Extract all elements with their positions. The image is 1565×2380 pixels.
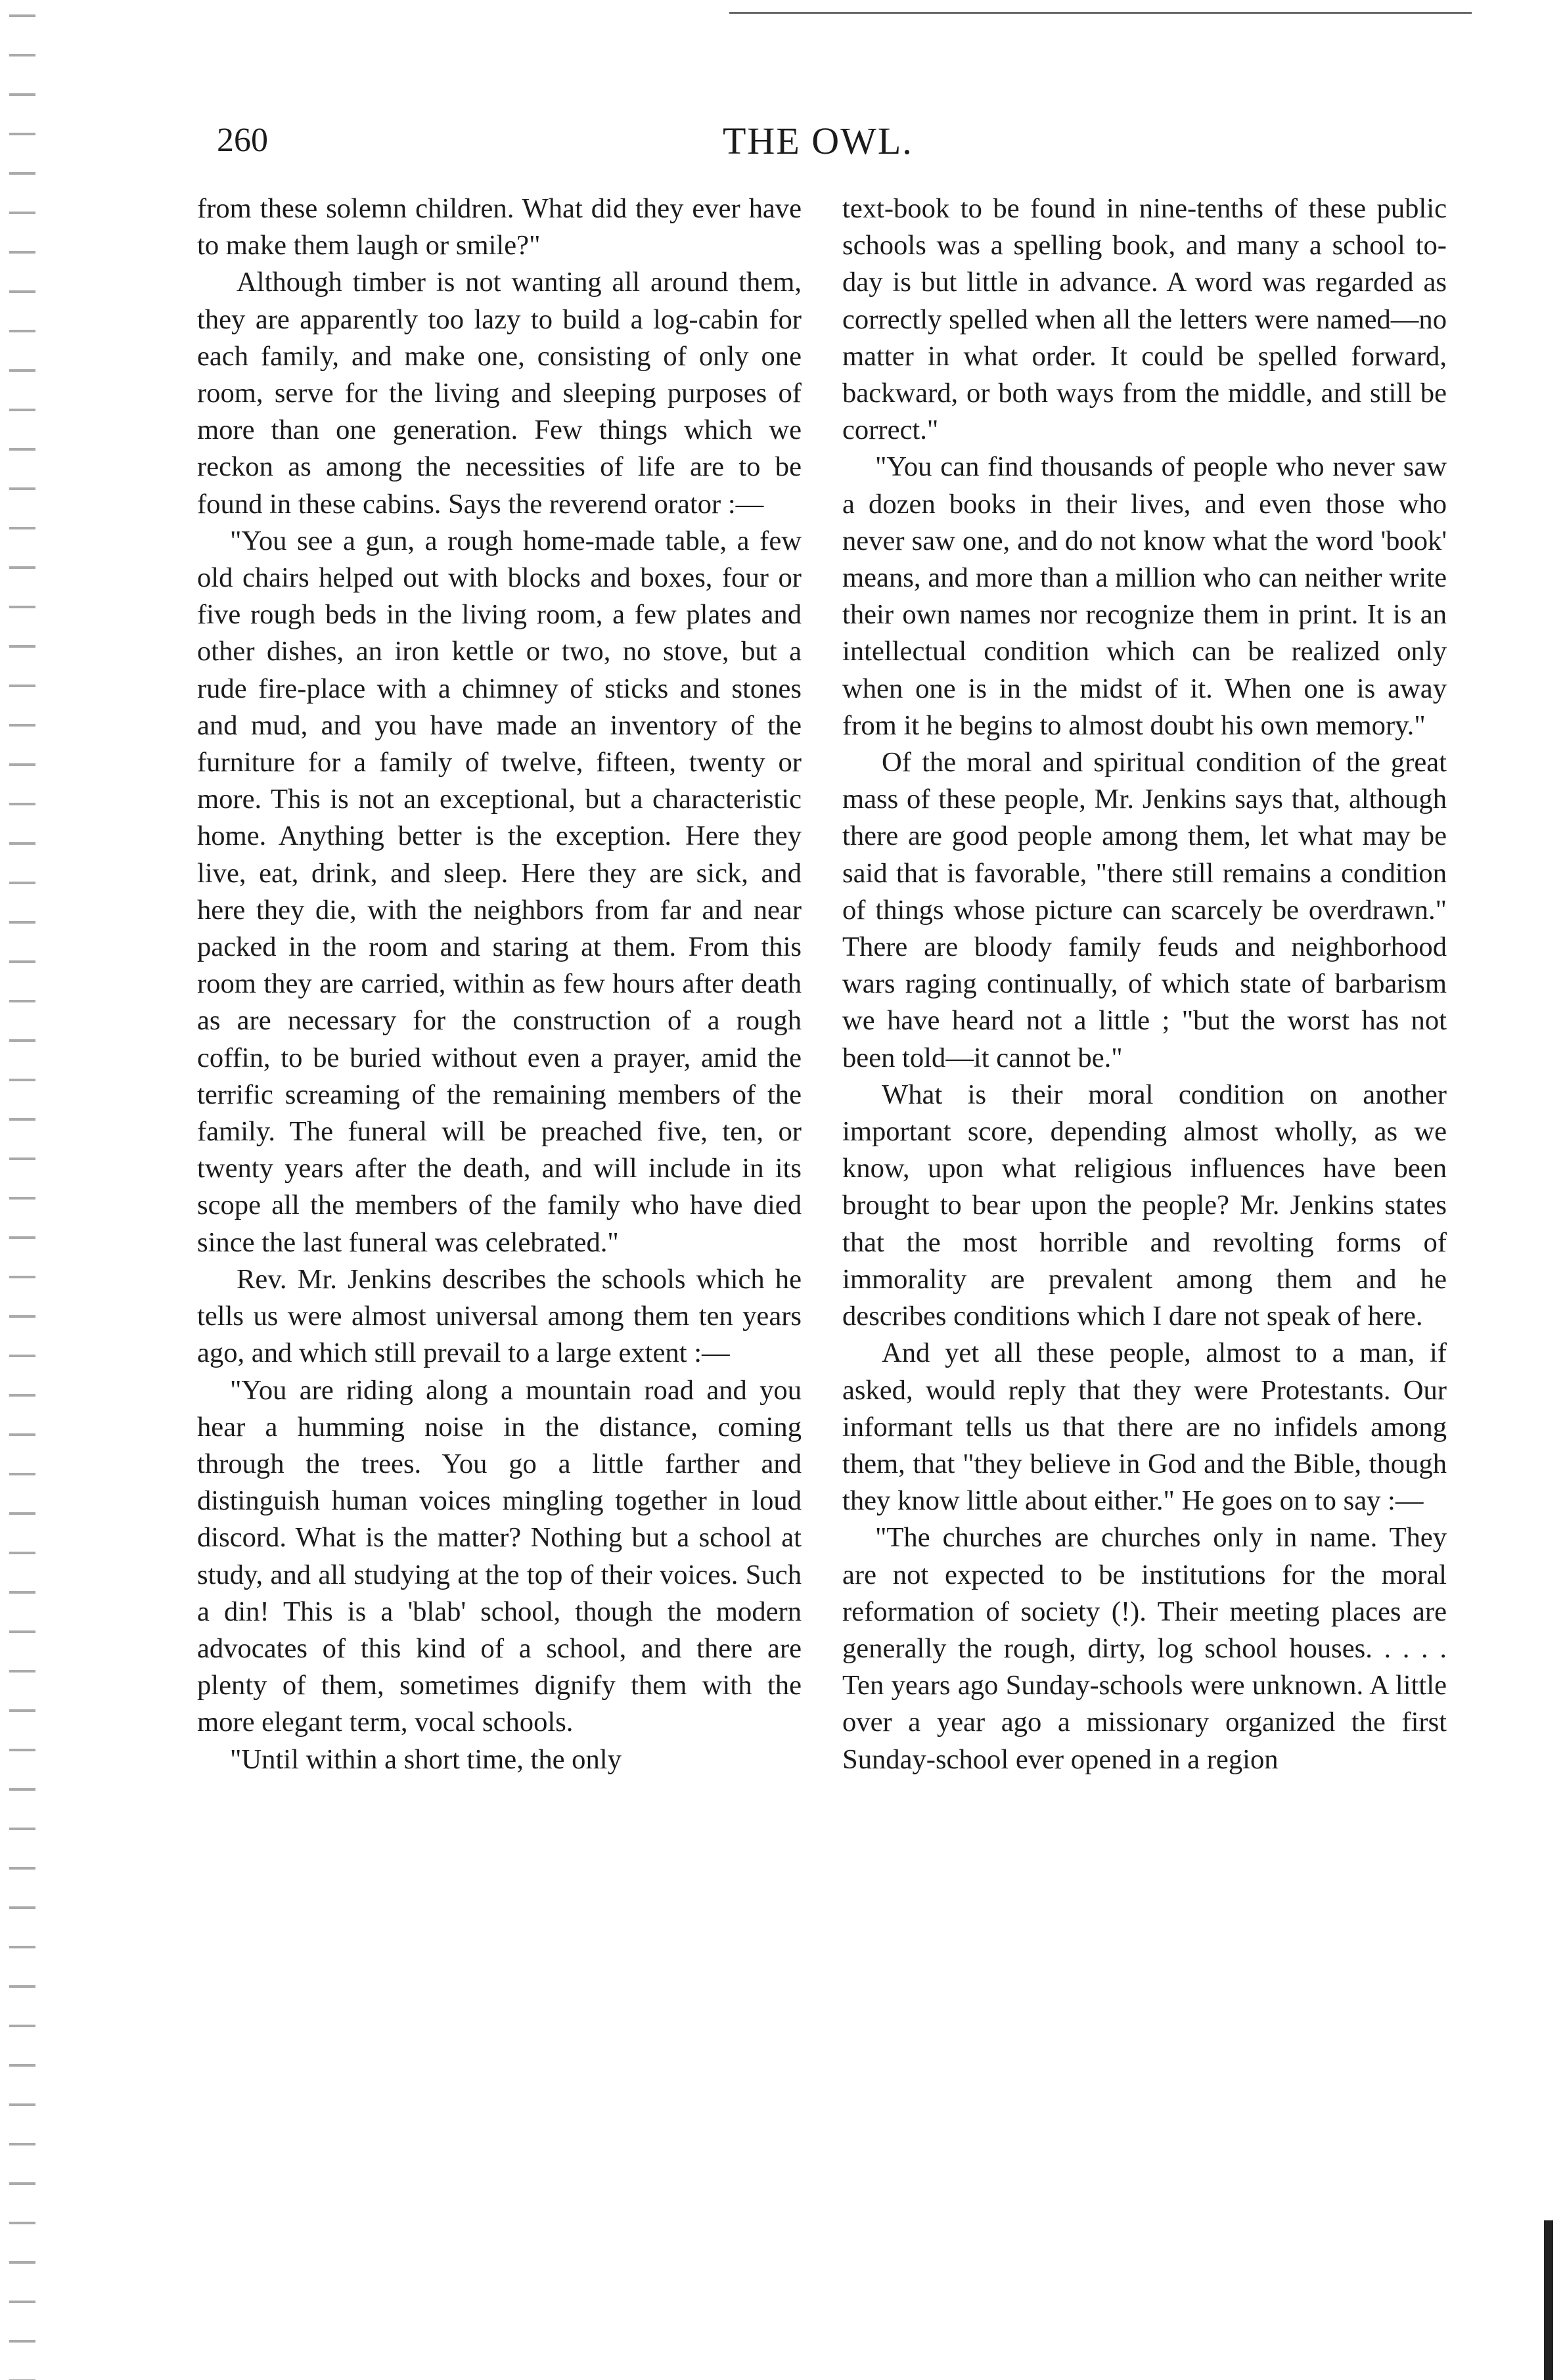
paragraph: Of the moral and spiritual condition of the great mass of these people, Mr. Jenkins says that, although there are good people among them, let what may be said that is favorable, "there still remains a condition of things whose picture can scarcely be overdrawn." There are bloody family feuds and neighborhood wars raging continually, of which state of barbarism we have heard not a little ; "but the worst has not been told—it cannot be." xyxy=(842,747,1447,1073)
paragraph: "You see a gun, a rough home-made table, a few old chairs helped out with blocks and boxes, four or five rough beds in the living room, a few plates and other dishes, an iron kettle or two, no stove, but a rude fire-place with a chimney of sticks and stones and mud, and you have made an inventory of the furniture for a family of twelve, fifteen, twenty or more. This is not an exceptional, but a characteristic home. Anything better is the exception. Here they live, eat, drink, and sleep. Here they are sick, and here they die, with the neighbors from far and near packed in the room and staring at them. From this room they are carried, within as few hours after death as are necessary for the construction of a rough coffin, to be buried without even a prayer, amid the terrific screaming of the remaining members of the family. The funeral will be preached five, ten, or twenty years after the death, and will include in its scope all the members of the family who have died since the last funeral was celebrated." xyxy=(197,525,802,1258)
paragraph: "Until within a short time, the only xyxy=(230,1743,622,1775)
left-column xyxy=(197,191,802,1778)
paragraph: What is their moral condition on another important score, depending almost wholly, as we know, upon what religious influences have been brought to bear upon the people? Mr. Jenkins states that the most horrible and revolting forms of immorality are prevalent among them and he describes conditions which I dare not speak of here. xyxy=(842,1079,1447,1332)
paragraph: "The churches are churches only in name. They are not expected to be institutions for the moral reformation of society (!). Their meeting places are generally the rough, dirty, log school houses. . . . . Ten years ago Sunday-schools were unknown. A little over a year ago a missionary organized the first Sunday-school ever opened in a region xyxy=(842,1522,1447,1775)
paragraph: And yet all these people, almost to a man, if asked, would reply that they were Protestants. Our informant tells us that there are no infidels among them, that "they believe in God and the Bible, though they know little about either." He goes on to say :— xyxy=(842,1337,1447,1517)
page-number: 260 xyxy=(217,122,268,159)
paragraph: Although timber is not wanting all around them, they are apparently too lazy to build a log-cabin for each family, and make one, consisting of only one room, serve for the living and sleeping purposes of more than one generation. Few things which we reckon as among the necessities of life are to be found in these cabins. Says the reverend orator :— xyxy=(197,267,802,520)
paragraph: text-book to be found in nine-tenths of these public schools was a spelling book, and many a school to-day is but little in advance. A word was regarded as correctly spelled when all the letters were named—no matter in what order. It could be spelled forward, backward, or both ways from the middle, and still be correct." xyxy=(842,193,1447,446)
paragraph: "You are riding along a mountain road and you hear a humming noise in the distance, coming through the trees. You go a little farther and distinguish human voices mingling together in loud discord. What is the matter? Nothing but a school at study, and all studying at the top of their voices. Such a din! This is a 'blab' school, though the modern advocates of this kind of a school, and there are plenty of them, sometimes dignify them with the more elegant term, vocal schools. xyxy=(197,1374,802,1738)
binding-gutter xyxy=(9,0,35,2380)
paragraph: "You can find thousands of people who never saw a dozen books in their lives, and even those who never saw one, and do not know what the word 'book' means, and more than a million who can neither write their own names nor recognize them in print. It is an intellectual condition which can be realized only when one is in the midst of it. When one is away from it he begins to almost doubt his own memory." xyxy=(842,451,1447,741)
running-title: THE OWL. xyxy=(723,120,913,162)
top-rule xyxy=(729,12,1472,14)
paragraph: from these solemn children. What did they ever have to make them laugh or smile?" xyxy=(197,193,802,261)
paragraph: Rev. Mr. Jenkins describes the schools which he tells us were almost universal among them ten years ago, and which still prevail to a large extent :— xyxy=(197,1263,802,1369)
right-column xyxy=(842,191,1447,1778)
page-edge-shadow xyxy=(1544,2220,1553,2380)
